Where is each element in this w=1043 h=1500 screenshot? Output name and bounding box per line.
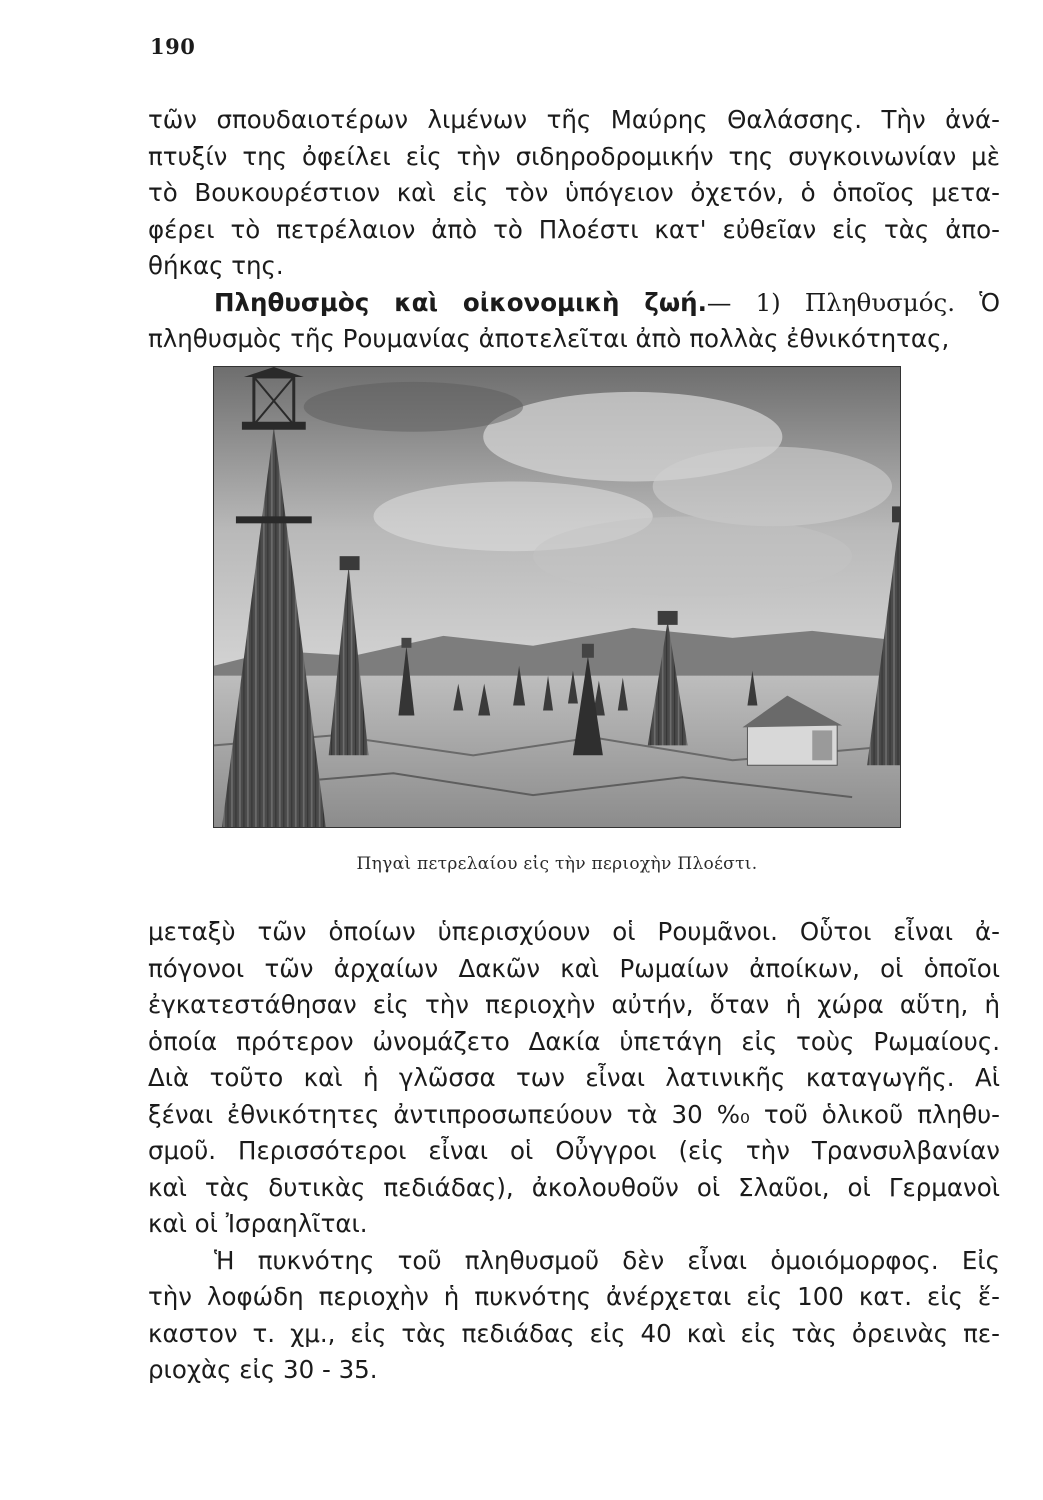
section-heading: Πληθυσμὸς καὶ οἰκονομικὴ ζωή.	[214, 287, 707, 317]
text-line: σμοῦ. Περισσότεροι εἶναι οἱ Οὖγγροι (εἰς τὴν Τρανσυλβανίαν	[148, 1136, 1000, 1165]
top-text-block	[148, 102, 1000, 358]
text-line: καὶ οἱ Ἰσραηλῖται.	[148, 1209, 368, 1238]
text-line: πληθυσμὸς τῆς Ρουμανίας ἀποτελεῖται ἀπὸ πολλὰς ἐθνικότητας,	[148, 324, 950, 353]
text-line: πόγονοι τῶν ἀρχαίων Δακῶν καὶ Ρωμαίων ἀποίκων, οἱ ὁποῖοι	[148, 953, 1000, 983]
text-line: τῶν σπουδαιοτέρων λιμένων τῆς Μαύρης Θαλάσσης. Τὴν ἀνά-	[148, 105, 1000, 134]
text-line: φέρει τὸ πετρέλαιον ἀπὸ τὸ Πλοέστι κατ' εὐθεῖαν εἰς τὰς ἀπο-	[148, 214, 1000, 244]
text-line: Ἡ πυκνότης τοῦ πληθυσμοῦ δὲν εἶναι ὁμοιόμορφος. Εἰς	[214, 1245, 1000, 1275]
text-line: πτυξίν της ὀφείλει εἰς τὴν σιδηροδρομικήν της συγκοινωνίαν μὲ	[148, 141, 1000, 171]
text-line: ἐγκατεστάθησαν εἰς τὴν περιοχὴν αὐτήν, ὅταν ἡ χώρα αὕτη, ἡ	[148, 990, 1000, 1019]
text-line: Διὰ τοῦτο καὶ ἡ γλῶσσα των εἶναι λατινικῆς καταγωγῆς. Αἱ	[148, 1063, 1000, 1092]
heading-line-rest: Ὁ	[979, 287, 1000, 317]
text-line: καστον τ. χμ., εἰς τὰς πεδιάδας εἰς 40 καὶ εἰς τὰς ὀρεινὰς πε-	[148, 1318, 1000, 1348]
text-line: τὸ Βουκουρέστιον καὶ εἰς τὸν ὑπόγειον ὀχετόν, ὁ ὁποῖος μετα-	[148, 178, 1000, 207]
oil-field-photo	[213, 366, 901, 828]
subsection-heading: — 1) Πληθυσμός.	[706, 287, 956, 317]
text-line: ριοχὰς εἰς 30 - 35.	[148, 1355, 378, 1384]
text-line: ὁποία πρότερον ὠνομάζετο Δακία ὑπετάγη εἰς τοὺς Ρωμαίους.	[148, 1026, 1000, 1056]
bottom-text-block	[148, 914, 1000, 1389]
text-line: θήκας της.	[148, 251, 284, 280]
heading-line	[148, 285, 1000, 322]
text-line: μεταξὺ τῶν ὁποίων ὑπερισχύουν οἱ Ρουμᾶνοι. Οὗτοι εἶναι ἀ-	[148, 917, 1000, 946]
figure-caption: Πηγαὶ πετρελαίου εἰς τὴν περιοχὴν Πλοέστι.	[356, 854, 758, 874]
text-line: καὶ τὰς δυτικὰς πεδιάδας), ἀκολουθοῦν οἱ Σλαῦοι, οἱ Γερμανοὶ	[148, 1172, 1000, 1202]
page-number: 190	[150, 34, 196, 59]
text-line: ξέναι ἐθνικότητες ἀντιπροσωπεύουν τὰ 30 %₀ τοῦ ὁλικοῦ πληθυ-	[148, 1099, 1000, 1129]
text-line: τὴν λοφώδη περιοχὴν ἡ πυκνότης ἀνέρχεται εἰς 100 κατ. εἰς ἕ-	[148, 1282, 1000, 1311]
